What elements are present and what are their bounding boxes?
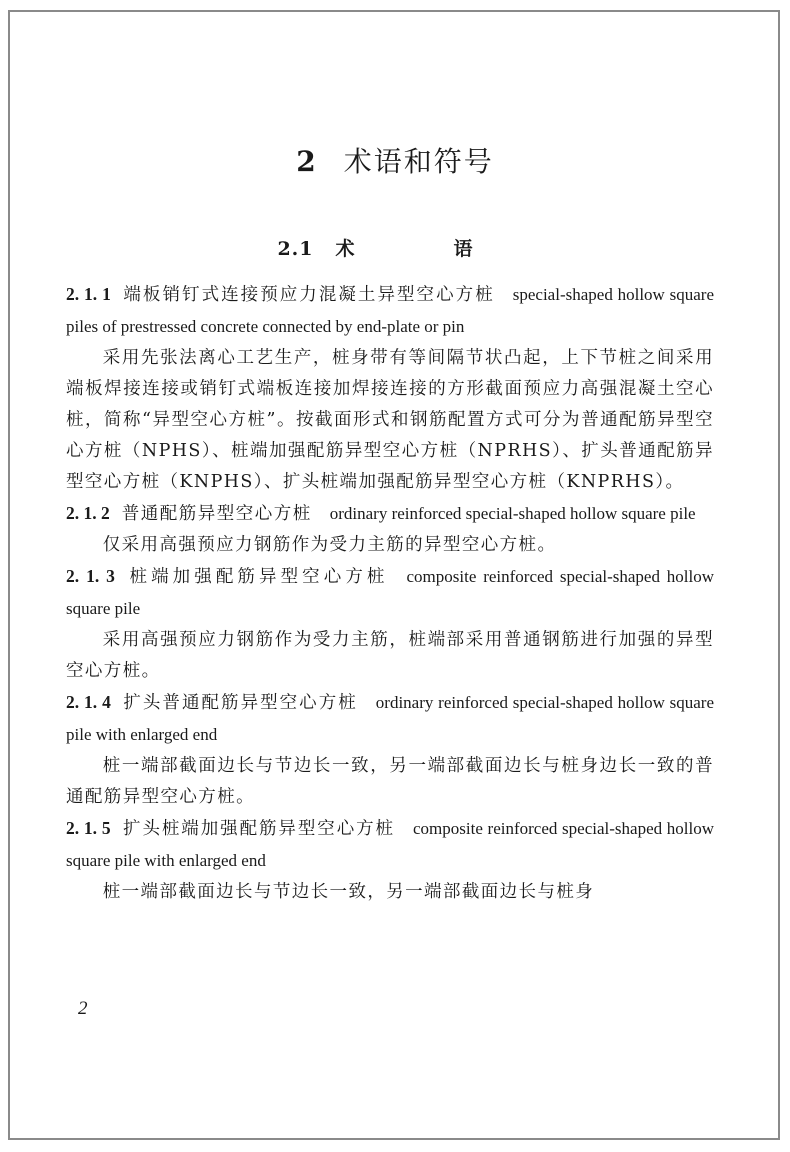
term-entry xyxy=(66,561,714,687)
term-en: composite reinforced special-shaped hollow square pile xyxy=(66,567,715,618)
clause-number: 2. 1. 2 xyxy=(66,503,110,523)
term-entry xyxy=(66,498,714,561)
clause-number: 2. 1. 4 xyxy=(66,692,111,712)
term-definition: 桩一端部截面边长与节边长一致，另一端部截面边长与桩身 xyxy=(102,882,595,902)
term-definition: 仅采用高强预应力钢筋作为受力主筋的异型空心方桩。 xyxy=(102,535,557,555)
term-heading xyxy=(66,561,714,625)
term-en: ordinary reinforced special-shaped hollow square pile with enlarged end xyxy=(66,693,715,744)
term-entry xyxy=(66,687,714,813)
term-heading xyxy=(66,813,714,877)
term-zh: 桩端加强配筋异型空心方桩 xyxy=(126,567,389,587)
term-entry xyxy=(66,279,714,498)
term-zh: 扩头普通配筋异型空心方桩 xyxy=(122,693,358,713)
section-title-text: 术 语 xyxy=(335,238,513,260)
term-en: ordinary reinforced special-shaped hollow square pile xyxy=(329,504,696,523)
term-definition: 采用高强预应力钢筋作为受力主筋，桩端部采用普通钢筋进行加强的异型空心方桩。 xyxy=(66,630,714,681)
term-en: composite reinforced special-shaped hollow square pile with enlarged end xyxy=(66,819,715,870)
term-zh: 端板销钉式连接预应力混凝土异型空心方桩 xyxy=(122,285,495,305)
section-number: 2.1 xyxy=(277,238,314,260)
term-heading xyxy=(66,498,714,530)
chapter-title-text: 术语和符号 xyxy=(343,145,494,178)
term-entry xyxy=(66,813,714,908)
term-heading xyxy=(66,687,714,751)
terms-list xyxy=(66,279,714,908)
clause-number: 2. 1. 1 xyxy=(66,284,111,304)
term-heading xyxy=(66,279,714,343)
clause-number: 2. 1. 3 xyxy=(66,566,115,586)
term-zh: 普通配筋异型空心方桩 xyxy=(121,504,312,524)
chapter-title xyxy=(0,140,790,180)
term-en: special-shaped hollow square piles of prestressed concrete connected by end-plate or pin xyxy=(66,285,714,336)
term-definition: 采用先张法离心工艺生产，桩身带有等间隔节状凸起，上下节桩之间采用端板焊接连接或销钉式端板连接加焊接连接的方形截面预应力高强混凝土空心桩，简称“异型空心方桩”。按截面形式和钢筋配置方式可分为普通配筋异型空心方桩（NPHS）、桩端加强配筋异型空心方桩（NPRHS）、扩头普通配筋异型空心方桩（KNPHS）、扩头桩端加强配筋异型空心方桩（KNPRHS）。 xyxy=(66,348,714,492)
term-definition: 桩一端部截面边长与节边长一致，另一端部截面边长与桩身边长一致的普通配筋异型空心方桩。 xyxy=(66,756,714,807)
page-number: 2 xyxy=(78,998,88,1019)
section-title xyxy=(0,234,790,261)
chapter-number: 2 xyxy=(296,145,318,178)
clause-number: 2. 1. 5 xyxy=(66,818,111,838)
term-zh: 扩头桩端加强配筋异型空心方桩 xyxy=(122,819,395,839)
